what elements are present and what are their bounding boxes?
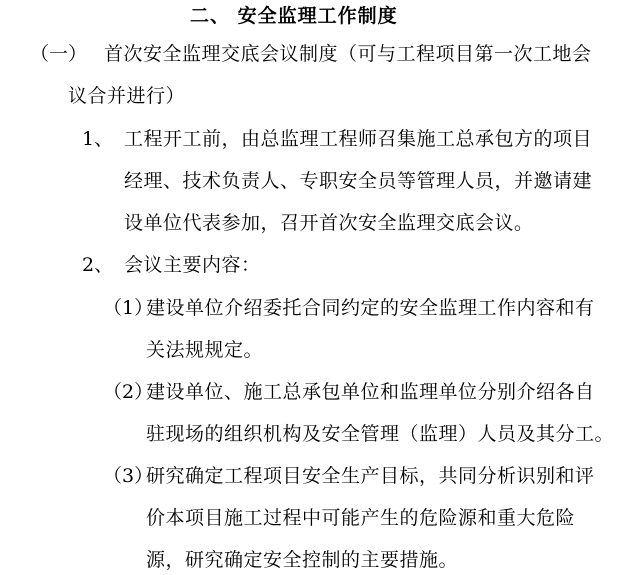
subsection-marker: （一） — [30, 43, 88, 65]
item-1-line-1: 工程开工前，由总监理工程师召集施工总承包方的项目 — [124, 128, 593, 150]
subsection-title-line-1: 首次安全监理交底会议制度（可与工程项目第一次工地会 — [104, 43, 592, 65]
sub-item-2-marker: （2） — [103, 381, 154, 403]
item-1-line-2: 经理、技术负责人、专职安全员等管理人员，并邀请建 — [124, 170, 593, 192]
item-2-line-1: 会议主要内容： — [124, 254, 261, 276]
item-2-marker: 2、 — [82, 254, 114, 276]
sub-item-2-line-1: 建设单位、施工总承包单位和监理单位分别介绍各自 — [146, 381, 595, 403]
sub-item-3-line-1: 研究确定工程项目安全生产目标，共同分析识别和评 — [146, 465, 595, 487]
sub-item-1-line-2: 关法规规定。 — [146, 339, 264, 361]
sub-item-3-line-3: 源，研究确定安全控制的主要措施。 — [146, 549, 459, 571]
sub-item-3-marker: （3） — [103, 465, 154, 487]
item-1-marker: 1、 — [82, 128, 114, 150]
sub-item-3-line-2: 价本项目施工过程中可能产生的危险源和重大危险 — [146, 507, 576, 529]
sub-item-1-marker: （1） — [103, 297, 154, 319]
section-title: 二、 安全监理工作制度 — [190, 5, 398, 27]
sub-item-1-line-1: 建设单位介绍委托合同约定的安全监理工作内容和有 — [146, 297, 595, 319]
subsection-title-line-2: 议合并进行） — [68, 85, 186, 107]
sub-item-2-line-2: 驻现场的组织机构及安全管理（监理）人员及其分工。 — [146, 423, 615, 445]
item-1-line-3: 设单位代表参加，召开首次安全监理交底会议。 — [124, 212, 534, 234]
